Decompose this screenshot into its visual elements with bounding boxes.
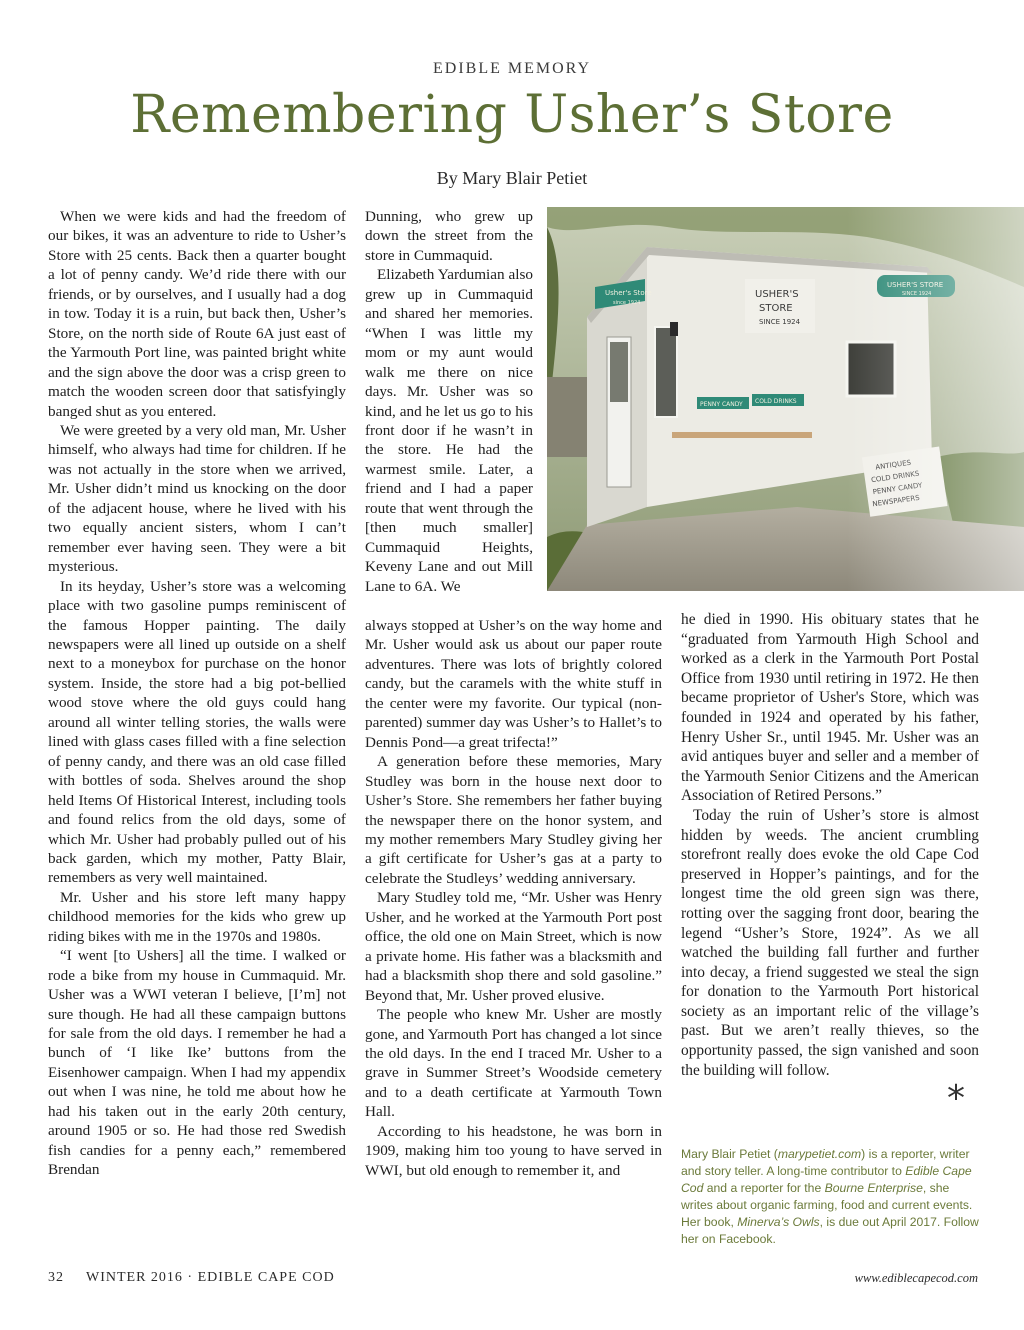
sign-main: [745, 279, 815, 333]
bio-newspaper-name: Bourne Enterprise: [824, 1181, 923, 1195]
bio-text: and a reporter for the: [703, 1181, 825, 1195]
bio-book-title: Minerva’s Owls: [737, 1215, 820, 1229]
bio-text: , she writes about organic farming, food and current events. Her book,: [681, 1181, 973, 1229]
paragraph: Mary Studley told me, “Mr. Usher was Henry Usher, and he worked at the Yarmouth Port post office, the old one on Main Street, which is now a private home. His father was a blacksmith and had a blacksmith shop there and sold gasoline.” Beyond that, Mr. Usher proved elusive.: [365, 889, 662, 1004]
paragraph: In its heyday, Usher’s store was a welcoming place with two gasoline pumps reminiscent of the famous Hopper painting. The daily newspapers were all lined up outside on a shelf next to a moneybox for purchase on the honor system. Inside, the store had a big pot-bellied wood stove where the old guys could hang around all winter telling stories, the walls were lined with glass cases filled with a fine selection of penny candy, and there was an old case filled with bottles of soda. Shelves around the shop held Items Of Historical Interest, including tools and found relics from the old days, some of which Mr. Usher had probably pulled out of his back garden, which my mother, Patty Blair, remembers as very well maintained.: [48, 577, 346, 887]
sign-text: Usher's Store: [605, 289, 652, 297]
article-column-2-bottom: [365, 616, 662, 1180]
sign-text: SINCE 1924: [759, 318, 801, 326]
side-window: [655, 327, 677, 417]
sign-text: since 1924: [613, 300, 641, 306]
footer-issue: WINTER 2016 · EDIBLE CAPE COD: [86, 1270, 335, 1285]
paragraph: According to his headstone, he was born in 1909, making him too young to have served in WWI, but old enough to remember it, and: [365, 1122, 662, 1179]
bio-text: , is due out April 2017. Follow her on Facebook.: [681, 1215, 979, 1246]
paragraph: We were greeted by a very old man, Mr. Usher himself, who always had time for children. If he was not actually in the store when we arrived, Mr. Usher didn’t mind us knocking on the door of the adjacent house, where he lived with his two equally ancient sisters, whom I can’t remember ever having seen. They were a bit mysterious.: [48, 421, 346, 576]
bio-website-link[interactable]: marypetiet.com: [777, 1147, 862, 1161]
paragraph: he died in 1990. His obituary states that he “graduated from Yarmouth High School and worked as a clerk in the Yarmouth Port Postal Office from 1930 until retiring in 1972. He then became proprietor of Usher's Store, which was founded in 1924 and operated by his father, Henry Usher Sr., until 1945. Mr. Usher was an avid antiques buyer and seller and a member of the Yarmouth Senior Citizens and the American Association of Retired Persons.”: [681, 611, 979, 805]
sunlight: [847, 207, 1024, 591]
footer-url[interactable]: www.ediblecapecod.com: [854, 1271, 978, 1285]
end-mark-icon: *: [947, 1078, 965, 1119]
sign-penny-candy: [697, 397, 749, 409]
page-number: 32: [48, 1270, 64, 1285]
shelf: [672, 432, 812, 438]
section-kicker: EDIBLE MEMORY: [433, 60, 591, 77]
footer-folio: [48, 1270, 335, 1286]
bio-text: ) is a reporter, writer and story teller. A long-time contributor to: [681, 1147, 970, 1178]
front-door-glass: [610, 342, 628, 402]
store-photo: [547, 207, 1024, 591]
bio-magazine-name: Edible Cape Cod: [681, 1164, 972, 1195]
paragraph: When we were kids and had the freedom of our bikes, it was an adventure to ride to Usher’s Store with 25 cents. Back then a quarter bought a lot of penny candy. We’d ride there with our friends, or by ourselves, and I usually had a dog in tow. Today it is a ruin, but back then, Usher’s Store, on the north side of Route 6A just east of the Yarmouth Port line, was painted bright white and the sign above the door was a crisp green to match the wooden screen door that satisfyingly banged shut as you entered.: [48, 208, 346, 420]
paragraph: Elizabeth Yardumian also grew up in Cummaquid and shared her memories. “When I was little my mom or my aunt would walk me there on nice days. Mr. Usher was so kind, and he let us go to his front door if he wasn’t in the store. He had the warmest smile. Later, a friend and I had a paper route that went through the [then much smaller] Cummaquid Heights, Keveny Lane and out Mill Lane to 6A. We: [365, 266, 533, 595]
article-title: Remembering Usher’s Store: [130, 85, 894, 145]
sign-cold-drinks: [752, 394, 804, 406]
lamp: [670, 322, 678, 336]
paragraph: always stopped at Usher’s on the way home and Mr. Usher would ask us about our paper route adventures. There was lots of brightly colored candy, but the caramels with the white stuff in the center were my favorite. Our typical (non-parented) summer day was Usher’s to Hallet’s to Dennis Pond—a great trifecta!”: [365, 617, 662, 751]
author-bio: [681, 1146, 981, 1248]
article-column-3: [681, 610, 979, 1080]
paragraph: Dunning, who grew up down the street from the store in Cummaquid.: [365, 208, 533, 264]
paragraph: Mr. Usher and his store left many happy childhood memories for the kids who grew up riding bikes with me in the 1970s and 1980s.: [48, 888, 346, 945]
article-column-2-top: [365, 207, 533, 596]
paragraph: “I went [to Ushers] all the time. I walked or rode a bike from my house in Cummaquid. Mr. Usher was a WWI veteran I believe, [I’m] not sure though. He had all these campaign buttons for sale from the old days. I remember he had a bunch of ‘I like Ike’ buttons from the Eisenhower campaign. When I had my appendix out when I was nine, he told me about how he had his taken out in the early 20th century, around 1905 or so. He had those red Swedish fish candies for a penny each,” remembered Brendan: [48, 947, 346, 1179]
bio-text: Mary Blair Petiet (: [681, 1147, 778, 1161]
sign-text: PENNY CANDY: [700, 401, 743, 408]
article-column-1: [48, 207, 346, 1180]
sign-text: COLD DRINKS: [755, 398, 797, 405]
paragraph: A generation before these memories, Mary Studley was born in the house next door to Usher’s Store. She remembers her father buying the newspaper there on the honor system, and my mother remembers Mary Studley giving her a gift certificate for Usher’s gas at a party to celebrate the Studleys’ wedding anniversary.: [365, 753, 662, 887]
sign-text: STORE: [759, 303, 793, 314]
byline: By Mary Blair Petiet: [436, 168, 588, 188]
sign-text: USHER'S: [755, 289, 799, 300]
paragraph: The people who knew Mr. Usher are mostly gone, and Yarmouth Port has changed a lot since the old days. In the end I traced Mr. Usher to a grave in Summer Street’s Woodside cemetery and to a death certificate at Yarmouth Town Hall.: [365, 1006, 662, 1121]
paragraph: Today the ruin of Usher’s store is almost hidden by weeds. The ancient crumbling storefront really does evoke the old Cape Cod preserved in Hopper’s paintings, and for the longest time the old green sign was there, rotting over the sagging front door, bearing the legend “Usher’s Store, 1924”. As we all watched the building fall further and further into decay, a friend suggested we steal the sign for donation to the Yarmouth Port historical society as an important relic of the village’s past. But we aren’t really thieves, so the opportunity passed, the sign vanished and soon the building will follow.: [681, 806, 979, 1079]
store-photo-illustration: [547, 207, 1024, 591]
